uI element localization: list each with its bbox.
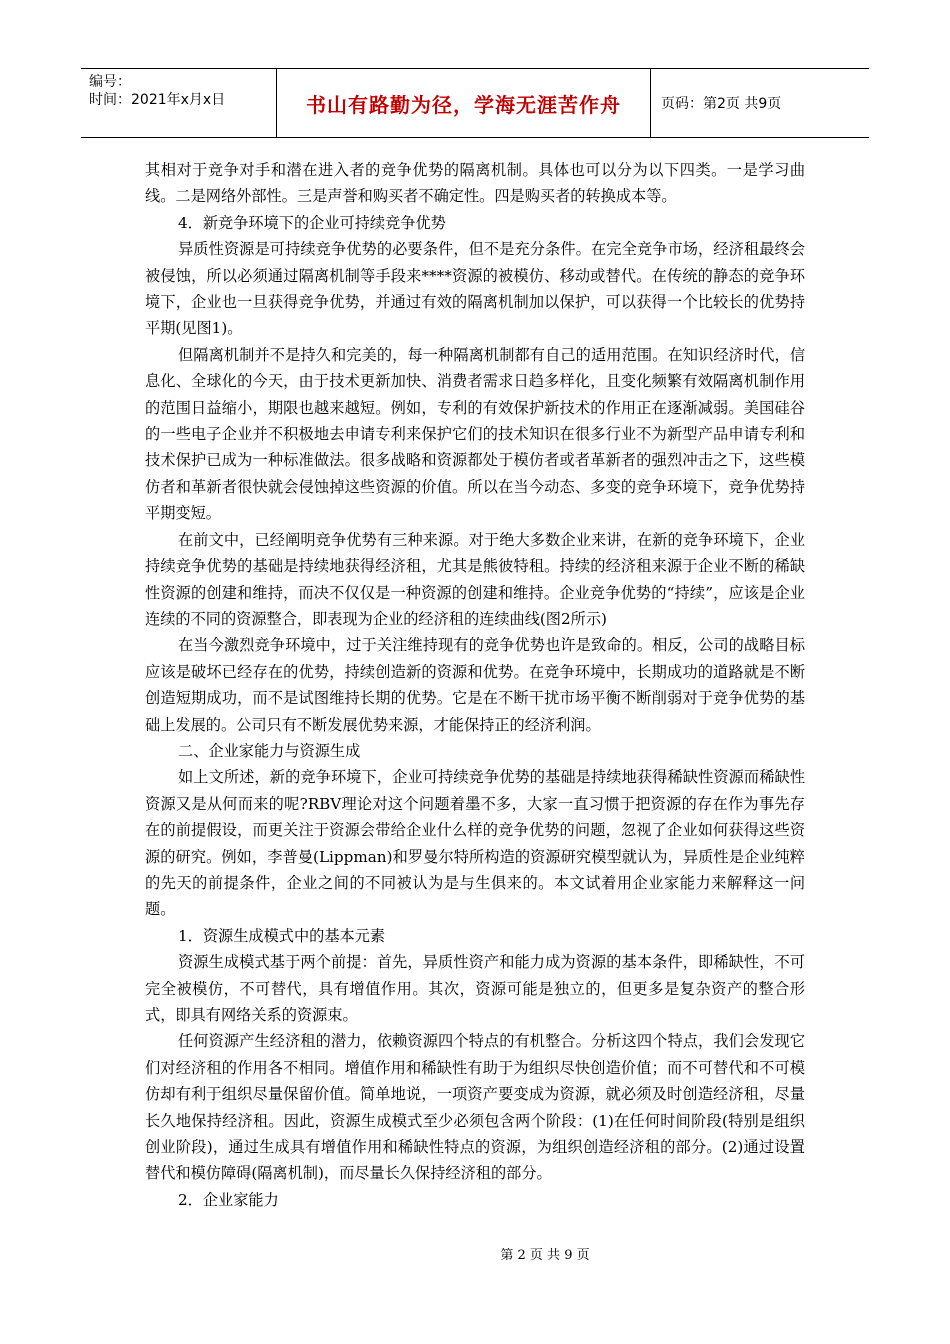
header-page-info: 页码：第2页 共9页 bbox=[661, 96, 782, 112]
section-heading: 二、企业家能力与资源生成 bbox=[178, 741, 361, 760]
paragraph: 但隔离机制并不是持久和完美的，每一种隔离机制都有自己的适用范围。在知识经济时代，信息化、全球化的今天，由于技术更新加快、消费者需求日趋多样化，且变化频繁有效隔离机制作用的范围日益缩小，期限也越来越短。例如，专利的有效保护新技术的作用正在逐渐减弱。美国硅谷的一些电子企业并不积极地去申请专利来保护它们的技术知识在很多行业不为新型产品申请专利和技术保护已成为一种标准做法。很多战略和资源都处于模仿者或者革新者的强烈冲击之下，这些模仿者和革新者很快就会侵蚀掉这些资源的价值。所以在当今动态、多变的竞争环境下，竞争优势持平期变短。 bbox=[145, 345, 805, 523]
section-heading: 4．新竞争环境下的企业可持续竞争优势 bbox=[178, 213, 446, 232]
paragraph: 资源生成模式基于两个前提：首先，异质性资产和能力成为资源的基本条件，即稀缺性，不可完全被模仿，不可替代，具有增值作用。其次，资源可能是独立的，但更多是复杂资产的整合形式，即具有网络关系的资源束。 bbox=[145, 953, 805, 1024]
paragraph: 其相对于竞争对手和潜在进入者的竞争优势的隔离机制。具体也可以分为以下四类。一是学习曲线。二是网络外部性。三是声誉和购买者不确定性。四是购买者的转换成本等。 bbox=[145, 161, 805, 206]
paragraph: 异质性资源是可持续竞争优势的必要条件，但不是充分条件。在完全竞争市场，经济租最终会被侵蚀，所以必须通过隔离机制等手段来****资源的被模仿、移动或替代。在传统的静态的竞争环境下，企业也一旦获得竞争优势，并通过有效的隔离机制加以保护，可以获得一个比较长的优势持平期(见图1)。 bbox=[145, 240, 805, 338]
date-label: 时间：2021年x月x日 bbox=[89, 92, 226, 108]
page-footer: 第 2 页 共 9 页 bbox=[500, 1248, 590, 1263]
paragraph: 在当今激烈竞争环境中，过于关注维持现有的竞争优势也许是致命的。相反，公司的战略目标应该是破坏已经存在的优势，持续创造新的资源和优势。在竞争环境中，长期成功的道路就是不断创造短期成功，而不是试图维持长期的优势。它是在不断干扰市场平衡不断削弱对于竞争优势的基础上发展的。公司只有不断发展优势来源，才能保持正的经济利润。 bbox=[145, 636, 805, 734]
page-header bbox=[81, 68, 869, 138]
section-heading: 1．资源生成模式中的基本元素 bbox=[178, 926, 386, 945]
header-motto: 书山有路勤为径，学海无涯苦作舟 bbox=[276, 69, 651, 137]
paragraph: 如上文所述，新的竞争环境下，企业可持续竞争优势的基础是持续地获得稀缺性资源而稀缺性资源又是从何而来的呢?RBV理论对这个问题着墨不多，大家一直习惯于把资源的存在作为事先存在的前提假设，而更关注于资源会带给企业什么样的竞争优势的问题，忽视了企业如何获得这些资源的研究。例如，李普曼(Lippman)和罗曼尔特所构造的资源研究模型就认为，异质性是企业纯粹的先天的前提条件，企业之间的不同被认为是与生俱来的。本文试着用企业家能力来解释这一问题。 bbox=[145, 768, 805, 919]
section-heading: 2．企业家能力 bbox=[178, 1190, 279, 1209]
paragraph: 在前文中，已经阐明竞争优势有三种来源。对于绝大多数企业来讲，在新的竞争环境下，企业持续竞争优势的基础是持续地获得经济租，尤其是熊彼特租。持续的经济租来源于企业不断的稀缺性资源的创建和维持，而决不仅仅是一种资源的创建和维持。企业竞争优势的“持续”，应该是企业连续的不同的资源整合，即表现为企业的经济租的连续曲线(图2所示) bbox=[145, 530, 805, 628]
document-body bbox=[145, 157, 805, 1213]
number-label: 编号： bbox=[89, 74, 131, 90]
paragraph: 任何资源产生经济租的潜力，依赖资源四个特点的有机整合。分析这四个特点，我们会发现它们对经济租的作用各不相同。增值作用和稀缺性有助于为组织尽快创造价值；而不可替代和不可模仿却有利于组织尽量保留价值。简单地说，一项资产要变成为资源，就必须及时创造经济租，尽量长久地保持经济租。因此，资源生成模式至少必须包含两个阶段：(1)在任何时间阶段(特别是组织创业阶段)，通过生成具有增值作用和稀缺性特点的资源，为组织创造经济租的部分。(2)通过设置替代和模仿障碍(隔离机制)，而尽量长久保持经济租的部分。 bbox=[145, 1032, 805, 1183]
header-meta bbox=[81, 69, 276, 137]
